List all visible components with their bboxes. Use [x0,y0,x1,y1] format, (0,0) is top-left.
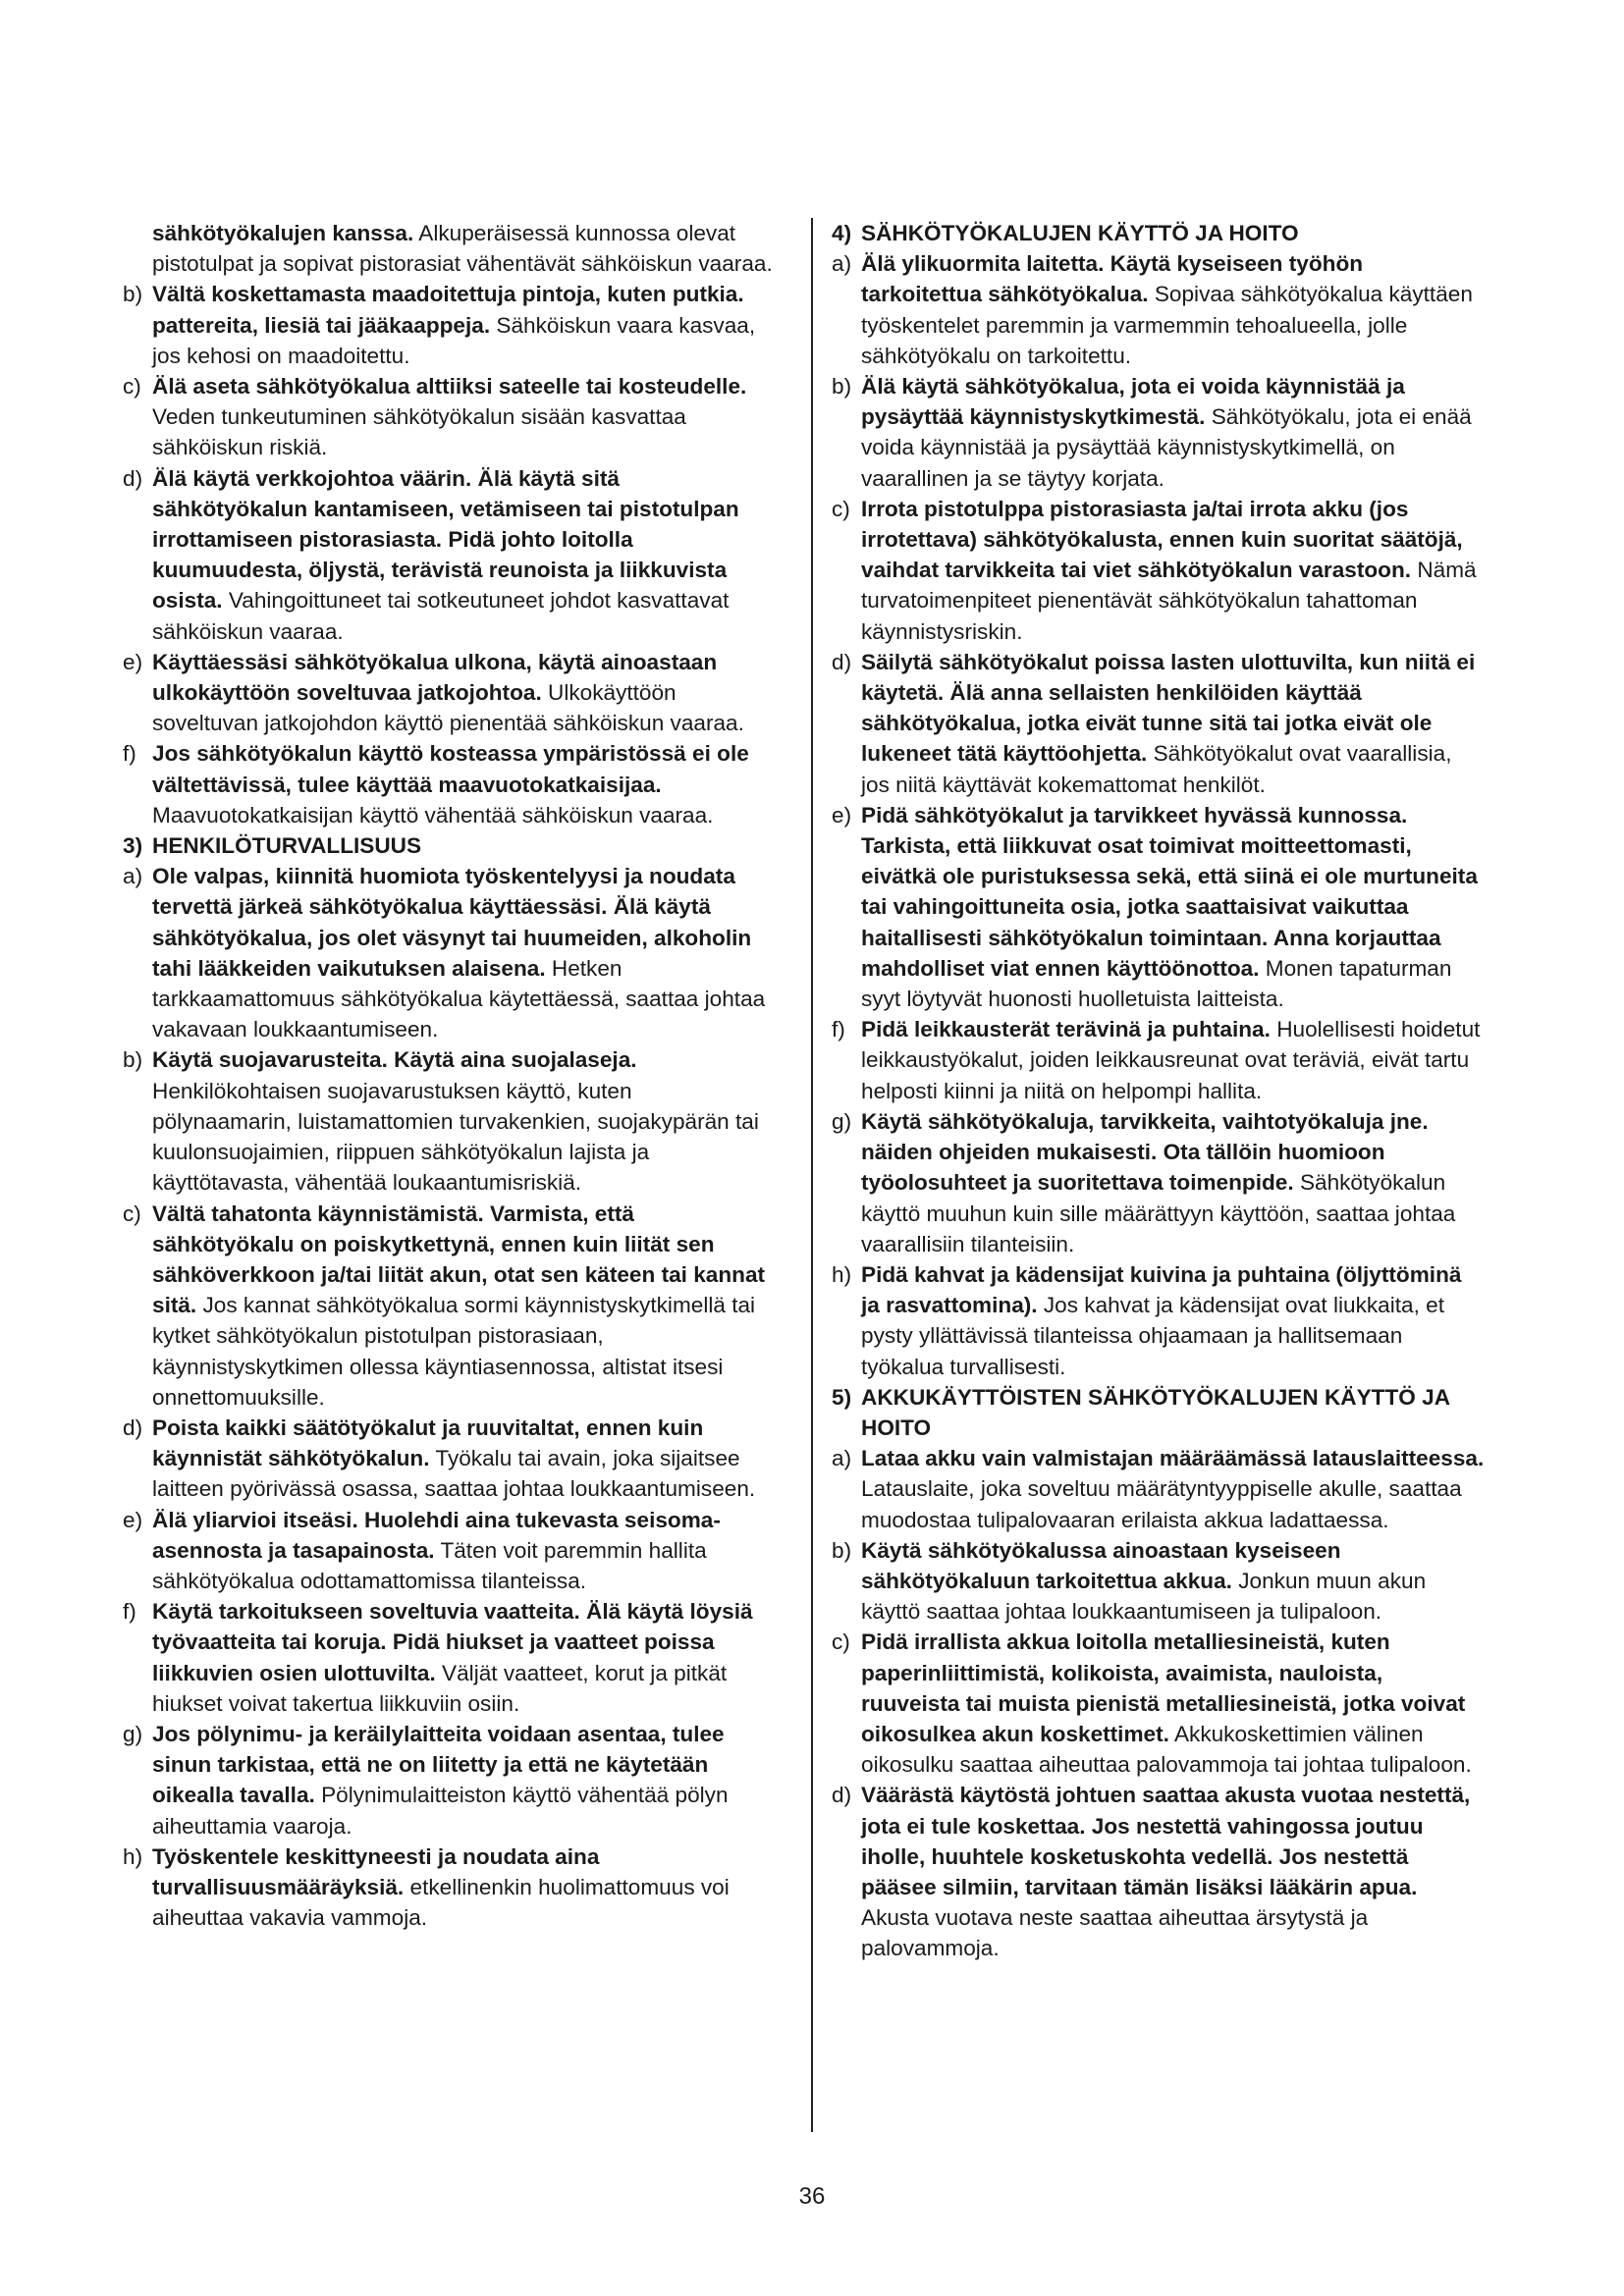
item-letter: g) [123,1721,143,1746]
item-bold-text: Käytä tarkoitukseen soveltuvia vaatteita. Älä käytä löysiä työvaatteita tai koruja. Pidä hiukset ja vaatteet poissa liikkuvien osien ulottuvilta. [152,1599,753,1685]
section-4-items [832,248,1485,1382]
item-bold-text: Älä käytä verkkojohtoa väärin. Älä käytä sitä sähkötyökalun kantamiseen, vetämiseen tai pistotulpan irrottamiseen pistorasiasta. Pidä johto loitolla kuumuudesta, öljystä, terävistä reunoista ja liikkuvista osista. [152,465,739,614]
right-column [832,218,1485,1964]
item-text: Monen tapaturman syyt löytyvät huonosti huolletuista laitteista. [861,955,1452,1012]
list-item [123,861,776,1044]
item-bold-text: Vältä koskettamasta maadoitettuja pintoja, kuten putkia. pattereita, liesiä tai jääkaappeja. [152,282,744,338]
list-item [832,1535,1485,1628]
item-text: Latauslaite, joka soveltuu määrätyntyyppiselle akulle, saattaa muodostaa tulipalovaaran erilaista akkua ladattaessa. [861,1476,1462,1532]
list-item [123,463,776,647]
item-letter: c) [832,496,850,521]
item-letter: f) [832,1017,845,1042]
left-items-list [123,279,776,830]
item-bold-text: Käytä sähkötyökalussa ainoastaan kyseiseen sähkötyökaluun tarkoitettua akkua. [861,1537,1341,1593]
item-bold-text: Älä käytä sähkötyökalua, jota ei voida käynnistää ja pysäyttää käynnistyskytkimestä. [861,374,1405,430]
item-letter: f) [123,741,136,767]
item-letter: d) [123,465,143,491]
section-3-number: 3) [123,833,143,859]
list-item [832,248,1485,371]
list-item [832,647,1485,800]
intro-paragraph [123,218,776,279]
item-bold-text: Pidä irrallista akkua loitolla metalliesineistä, kuten paperinliittimistä, kolikoista, avaimista, nauloista, ruuveista tai muista pienistä metalliesineistä, jotka voivat oikosulkea akun koskettimet. [861,1629,1466,1746]
item-text: Hetken tarkkaamattomuus sähkötyökalua käytettäessä, saattaa johtaa vakavaan loukkaantumiseen. [152,955,766,1042]
item-bold-text: Jos sähkötyökalun käyttö kosteassa ympäristössä ei ole vältettävissä, tulee käyttää maavuotokatkaisijaa. [152,741,749,797]
item-letter: c) [832,1629,850,1655]
item-text: Ulkokäyttöön soveltuvan jatkojohdon käyttö pienentää sähköiskun vaaraa. [152,680,744,736]
item-text: Väljät vaatteet, korut ja pitkät hiukset voivat takertua liikkuviin osiin. [152,1660,728,1716]
item-letter: h) [832,1261,852,1287]
item-letter: a) [832,251,852,277]
item-bold-text: Pidä sähkötyökalut ja tarvikkeet hyvässä kunnossa. Tarkista, että liikkuvat osat toimivat moitteettomasti, eivätkä ole puristuksessa sekä, että siinä ei ole murtuneita tai vahingoittuneita osia, jotka saattaisivat vaikuttaa haitallisesti sähkötyökalun toimintaan. Anna korjauttaa mahdolliset viat ennen käyttöönottoa. [861,802,1478,981]
item-text: Jonkun muun akun käyttö saattaa johtaa loukkaantumiseen ja tulipaloon. [861,1568,1427,1625]
item-letter: b) [123,1047,143,1073]
item-letter: d) [832,1783,852,1808]
item-letter: b) [123,282,143,307]
item-bold-text: Käytä suojavarusteita. Käytä aina suojalaseja. [152,1047,637,1073]
section-5-number: 5) [832,1384,852,1410]
list-item [123,738,776,830]
item-letter: d) [123,1415,143,1440]
section-5-items [832,1443,1485,1963]
list-item [832,800,1485,1014]
section-5-heading [832,1382,1485,1443]
item-text: Pölynimulaitteiston käyttö vähentää pölyn aiheuttamia vaaroja. [152,1783,729,1839]
item-text: Täten voit paremmin hallita sähkötyökalua odottamattomissa tilanteissa. [152,1537,707,1593]
item-text: Sähkötyökalu, jota ei enää voida käynnistää ja pysäyttää käynnistyskytkimellä, on vaarallinen ja se täytyy korjata. [861,404,1472,491]
item-text: Jos kannat sähkötyökalua sormi käynnistyskytkimellä tai kytket sähkötyökalun pistotulpan pistorasiaan, käynnistyskytkimen ollessa käyntiasennossa, altistat itsesi onnettomuuksille. [152,1293,756,1410]
left-column [123,218,776,1933]
list-item [832,1259,1485,1382]
item-bold-text: Poista kaikki säätötyökalut ja ruuvitaltat, ennen kuin käynnistät sähkötyökalun. [152,1415,704,1471]
section-3-title: HENKILÖTURVALLISUUS [152,833,422,859]
item-letter: g) [832,1108,852,1134]
item-bold-text: Väärästä käytöstä johtuen saattaa akusta vuotaa nestettä, jota ei tule koskettaa. Jos nestettä vahingossa joutuu iholle, huuhtele kosketuskohta vedellä. Jos nestettä pääsee silmiin, tarvitaan tämän lisäksi lääkärin apua. [861,1783,1471,1899]
list-item [123,1044,776,1198]
item-text: Sähkötyökalun käyttö muuhun kuin sille määrättyyn käyttöön, saattaa johtaa vaarallisiin tilanteisiin. [861,1170,1456,1256]
list-item [123,1505,776,1597]
item-bold-text: Älä yliarvioi itseäsi. Huolehdi aina tukevasta seisoma-asennosta ja tasapainosta. [152,1507,721,1563]
item-bold-text: Pidä leikkausterät terävinä ja puhtaina. [861,1017,1271,1042]
item-text: etkellinenkin huolimattomuus voi aiheuttaa vakavia vammoja. [152,1874,730,1931]
list-item [832,1014,1485,1106]
item-letter: c) [123,374,141,400]
item-text: Sopivaa sähkötyökalua käyttäen työskentelet paremmin ja varmemmin tehoalueella, jolle sähkötyökalu on tarkoitettu. [861,282,1473,368]
list-item [832,1627,1485,1780]
intro-text: Alkuperäisessä kunnossa olevat pistotulpat ja sopivat pistorasiat vähentävät sähköiskun vaaraa. [152,221,773,277]
item-text: Jos kahvat ja kädensijat ovat liukkaita, et pysty yllättävissä tilanteissa ohjaamaan ja hallitsemaan työkalua turvallisesti. [861,1293,1445,1379]
list-item [832,371,1485,494]
item-text: Nämä turvatoimenpiteet pienentävät sähkötyökalun tahattoman käynnistysriskin. [861,558,1477,644]
item-text: Sähköiskun vaara kasvaa, jos kehosi on maadoitettu. [152,312,756,368]
item-text: Henkilökohtaisen suojavarustuksen käyttö, kuten pölynaamarin, luistamattomien turvakenkien, suojakypärän tai kuulonsuojaimien, riippuen sähkötyökalun lajista ja käyttötavasta, vähentää loukaantumisriskiä. [152,1078,759,1196]
list-item [832,1106,1485,1259]
item-text: Veden tunkeutuminen sähkötyökalun sisään kasvattaa sähköiskun riskiä. [152,404,686,460]
item-bold-text: Käyttäessäsi sähkötyökalua ulkona, käytä ainoastaan ulkokäyttöön soveltuvaa jatkojohtoa. [152,649,718,706]
item-letter: e) [123,1507,143,1532]
item-bold-text: Älä ylikuormita laitetta. Käytä kyseiseen työhön tarkoitettua sähkötyökalua. [861,251,1364,307]
list-item [123,647,776,739]
item-bold-text: Jos pölynimu- ja keräilylaitteita voidaan asentaa, tulee sinun tarkistaa, että ne on liitetty ja että ne käytetään oikealla tavalla. [152,1721,725,1808]
section-4-heading [832,218,1485,248]
list-item [123,1413,776,1505]
item-letter: f) [123,1599,136,1625]
item-letter: e) [832,802,852,828]
item-bold-text: Lataa akku vain valmistajan määräämässä latauslaitteessa. [861,1446,1485,1471]
item-text: Vahingoittuneet tai sotkeutuneet johdot kasvattavat sähköiskun vaaraa. [152,588,730,644]
item-text: Akusta vuotava neste saattaa aiheuttaa ärsytystä ja palovammoja. [861,1905,1369,1961]
item-text: Sähkötyökalut ovat vaarallisia, jos niitä käyttävät kokemattomat henkilöt. [861,741,1452,797]
column-divider [811,218,813,2132]
list-item [123,1842,776,1934]
page-number: 36 [798,2183,826,2210]
intro-bold: sähkötyökalujen kanssa. [152,221,414,245]
item-letter: c) [123,1201,141,1226]
list-item [123,1719,776,1842]
list-item [832,1443,1485,1535]
section-4-number: 4) [832,221,852,245]
list-item [123,1596,776,1719]
item-bold-text: Pidä kahvat ja kädensijat kuivina ja puhtaina (öljyttöminä ja rasvattomina). [861,1261,1462,1318]
item-bold-text: Ole valpas, kiinnitä huomiota työskentelyysi ja noudata tervettä järkeä sähkötyökalua käyttäessäsi. Älä käytä sähkötyökalua, jos olet väsynyt tai huumeiden, alkoholin tahi lääkkeiden vaikutuksen alaisena. [152,864,752,981]
item-bold-text: Säilytä sähkötyökalut poissa lasten ulottuvilta, kun niitä ei käytetä. Älä anna sellaisten henkilöiden käyttää sähkötyökalua, jotka eivät tunne sitä tai jotka eivät ole lukeneet tätä käyttöohjetta. [861,649,1476,767]
item-letter: a) [832,1446,852,1471]
item-letter: e) [123,649,143,674]
list-item [123,279,776,371]
item-letter: a) [123,864,143,889]
item-bold-text: Irrota pistotulppa pistorasiasta ja/tai irrota akku (jos irrotettava) sähkötyökalusta, ennen kuin suoritat säätöjä, vaihdat tarvikkeita tai viet sähkötyökalun varastoon. [861,496,1463,583]
item-bold-text: Vältä tahatonta käynnistämistä. Varmista, että sähkötyökalu on poiskytkettynä, ennen kuin liität sen sähköverkkoon ja/tai liität akun, otat sen käteen tai kannat sitä. [152,1201,766,1318]
item-bold-text: Työskentele keskittyneesti ja noudata aina turvallisuusmääräyksiä. [152,1843,600,1899]
section-4-title: SÄHKÖTYÖKALUJEN KÄYTTÖ JA HOITO [861,221,1299,245]
item-bold-text: Käytä sähkötyökaluja, tarvikkeita, vaihtotyökaluja jne. näiden ohjeiden mukaisesti. Ota tällöin huomioon työolosuhteet ja suoritettava toimenpide. [861,1108,1429,1196]
item-bold-text: Älä aseta sähkötyökalua alttiiksi sateelle tai kosteudelle. [152,374,747,400]
item-letter: d) [832,649,852,674]
item-text: Huolellisesti hoidetut leikkaustyökalut, joiden leikkausreunat ovat teräviä, eivät tartu helposti kiinni ja niitä on helpompi hallita. [861,1017,1481,1103]
list-item [123,1199,776,1413]
item-text: Akkukoskettimien välinen oikosulku saattaa aiheuttaa palovammoja tai johtaa tulipaloon. [861,1721,1472,1778]
item-text: Työkalu tai avain, joka sijaitsee laitteen pyörivässä osassa, saattaa johtaa loukkaantumiseen. [152,1446,756,1502]
list-item [832,494,1485,647]
section-3-items [123,861,776,1933]
section-5-title: AKKUKÄYTTÖISTEN SÄHKÖTYÖKALUJEN KÄYTTÖ JA HOITO [861,1384,1450,1440]
item-letter: b) [832,374,852,400]
item-letter: b) [832,1537,852,1563]
section-3-heading [123,830,776,861]
item-text: Maavuotokatkaisijan käyttö vähentää sähköiskun vaaraa. [152,802,714,828]
item-letter: h) [123,1843,143,1869]
list-item [123,371,776,463]
list-item [832,1780,1485,1963]
